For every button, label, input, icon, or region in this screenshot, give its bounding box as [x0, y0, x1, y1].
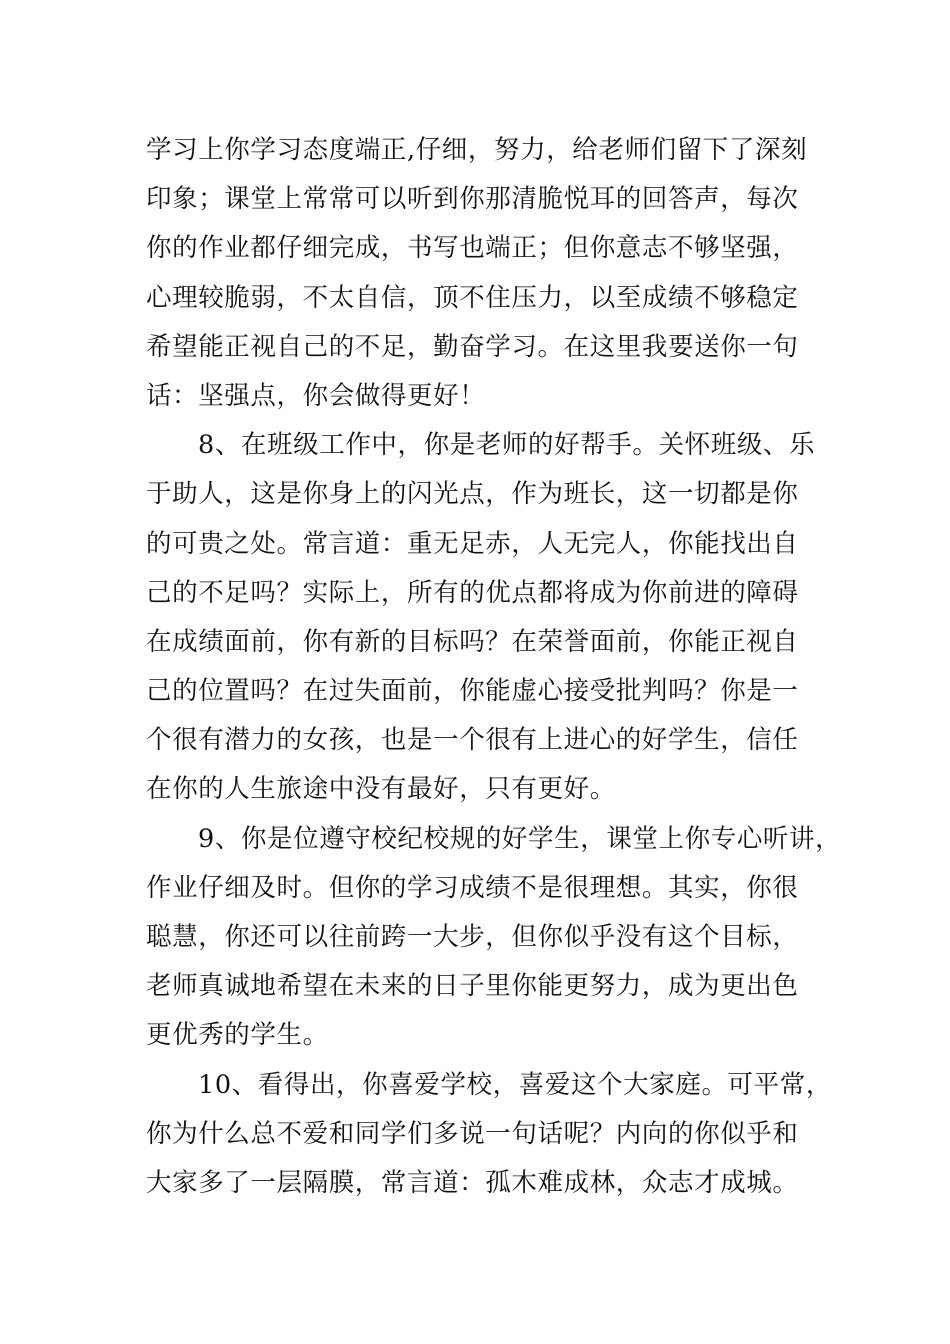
- text-line: 话：坚强点，你会做得更好！: [146, 380, 486, 411]
- text-line: 学习上你学习态度端正,仔细，努力，给老师们留下了深刻: [146, 135, 808, 165]
- text-line: 于助人，这是你身上的闪光点，作为班长，这一切都是你: [146, 479, 799, 510]
- text-line: 你为什么总不爱和同学们多说一句话呢？内向的你似乎和: [146, 1118, 799, 1149]
- text-line: 大家多了一层隔膜，常言道：孤木难成林，众志才成城。: [146, 1167, 799, 1198]
- text-line: 希望能正视自己的不足，勤奋学习。在这里我要送你一句: [146, 331, 799, 362]
- text-line: 8、在班级工作中，你是老师的好帮手。关怀班级、乐: [198, 430, 816, 461]
- text-line: 己的位置吗？在过失面前，你能虚心接受批判吗？你是一: [146, 676, 799, 707]
- text-line: 作业仔细及时。但你的学习成绩不是很理想。其实，你很: [146, 872, 799, 903]
- text-line: 在成绩面前，你有新的目标吗？在荣誉面前，你能正视自: [146, 626, 799, 657]
- text-line: 在你的人生旅途中没有最好，只有更好。: [146, 774, 616, 805]
- text-line: 聪慧，你还可以往前跨一大步，但你似乎没有这个目标，: [146, 922, 799, 952]
- text-line: 心理较脆弱，不太自信，顶不住压力，以至成绩不够稳定: [146, 282, 799, 313]
- text-line: 10、看得出，你喜爱学校，喜爱这个大家庭。可平常，: [198, 1069, 832, 1100]
- document-body: [146, 126, 846, 1208]
- text-line: 己的不足吗？实际上，所有的优点都将成为你前进的障碍: [146, 577, 799, 608]
- text-line: 的可贵之处。常言道：重无足赤，人无完人，你能找出自: [146, 528, 799, 559]
- text-line: 9、你是位遵守校纪校规的好学生，课堂上你专心听讲，: [198, 823, 842, 854]
- text-line: 老师真诚地希望在未来的日子里你能更努力，成为更出色: [146, 971, 799, 1002]
- text-line: 个很有潜力的女孩，也是一个很有上进心的好学生，信任: [146, 725, 799, 756]
- text-line: 更优秀的学生。: [146, 1020, 329, 1051]
- text-line: 印象；课堂上常常可以听到你那清脆悦耳的回答声，每次: [146, 184, 799, 215]
- text-line: 你的作业都仔细完成，书写也端正；但你意志不够坚强，: [146, 233, 799, 264]
